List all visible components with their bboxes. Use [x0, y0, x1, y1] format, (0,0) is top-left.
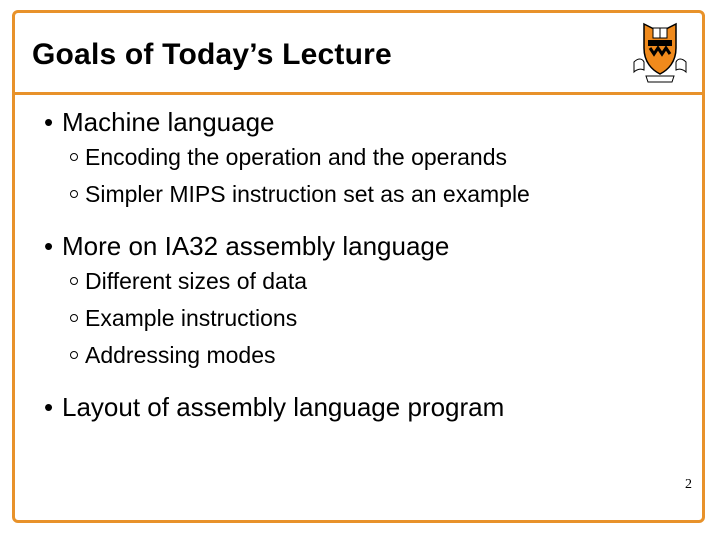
sub-bullet-text: Simpler MIPS instruction set as an example — [85, 181, 530, 207]
sub-bullet-item — [70, 337, 694, 374]
bullet-item — [44, 390, 694, 424]
sub-bullet-ring-icon — [70, 153, 78, 161]
bullet-dot: • — [44, 107, 54, 137]
bullet-group — [44, 105, 694, 213]
sub-bullet-ring-icon — [70, 351, 78, 359]
slide-title: Goals of Today’s Lecture — [32, 38, 392, 71]
bullet-text: More on IA32 assembly language — [62, 231, 450, 261]
sub-bullet-item — [70, 139, 694, 176]
slide-body — [44, 105, 694, 440]
princeton-shield-icon — [630, 18, 690, 88]
sub-bullet-ring-icon — [70, 314, 78, 322]
bullet-item — [44, 229, 694, 263]
sub-bullet-item — [70, 263, 694, 300]
bullet-text: Layout of assembly language program — [62, 392, 505, 422]
page-number: 2 — [685, 477, 692, 492]
bullet-group — [44, 390, 694, 424]
sub-bullet-text: Encoding the operation and the operands — [85, 144, 507, 170]
bullet-item — [44, 105, 694, 139]
bullet-dot: • — [44, 231, 54, 261]
bullet-group — [44, 229, 694, 374]
sub-bullet-item — [70, 176, 694, 213]
sub-bullet-text: Different sizes of data — [85, 268, 308, 294]
sub-bullet-text: Addressing modes — [85, 342, 276, 368]
sub-bullet-item — [70, 300, 694, 337]
sub-bullet-ring-icon — [70, 190, 78, 198]
bullet-dot: • — [44, 392, 54, 422]
bullet-text: Machine language — [62, 107, 275, 137]
sub-bullet-text: Example instructions — [85, 305, 298, 331]
sub-bullet-ring-icon — [70, 277, 78, 285]
title-divider — [12, 92, 705, 95]
